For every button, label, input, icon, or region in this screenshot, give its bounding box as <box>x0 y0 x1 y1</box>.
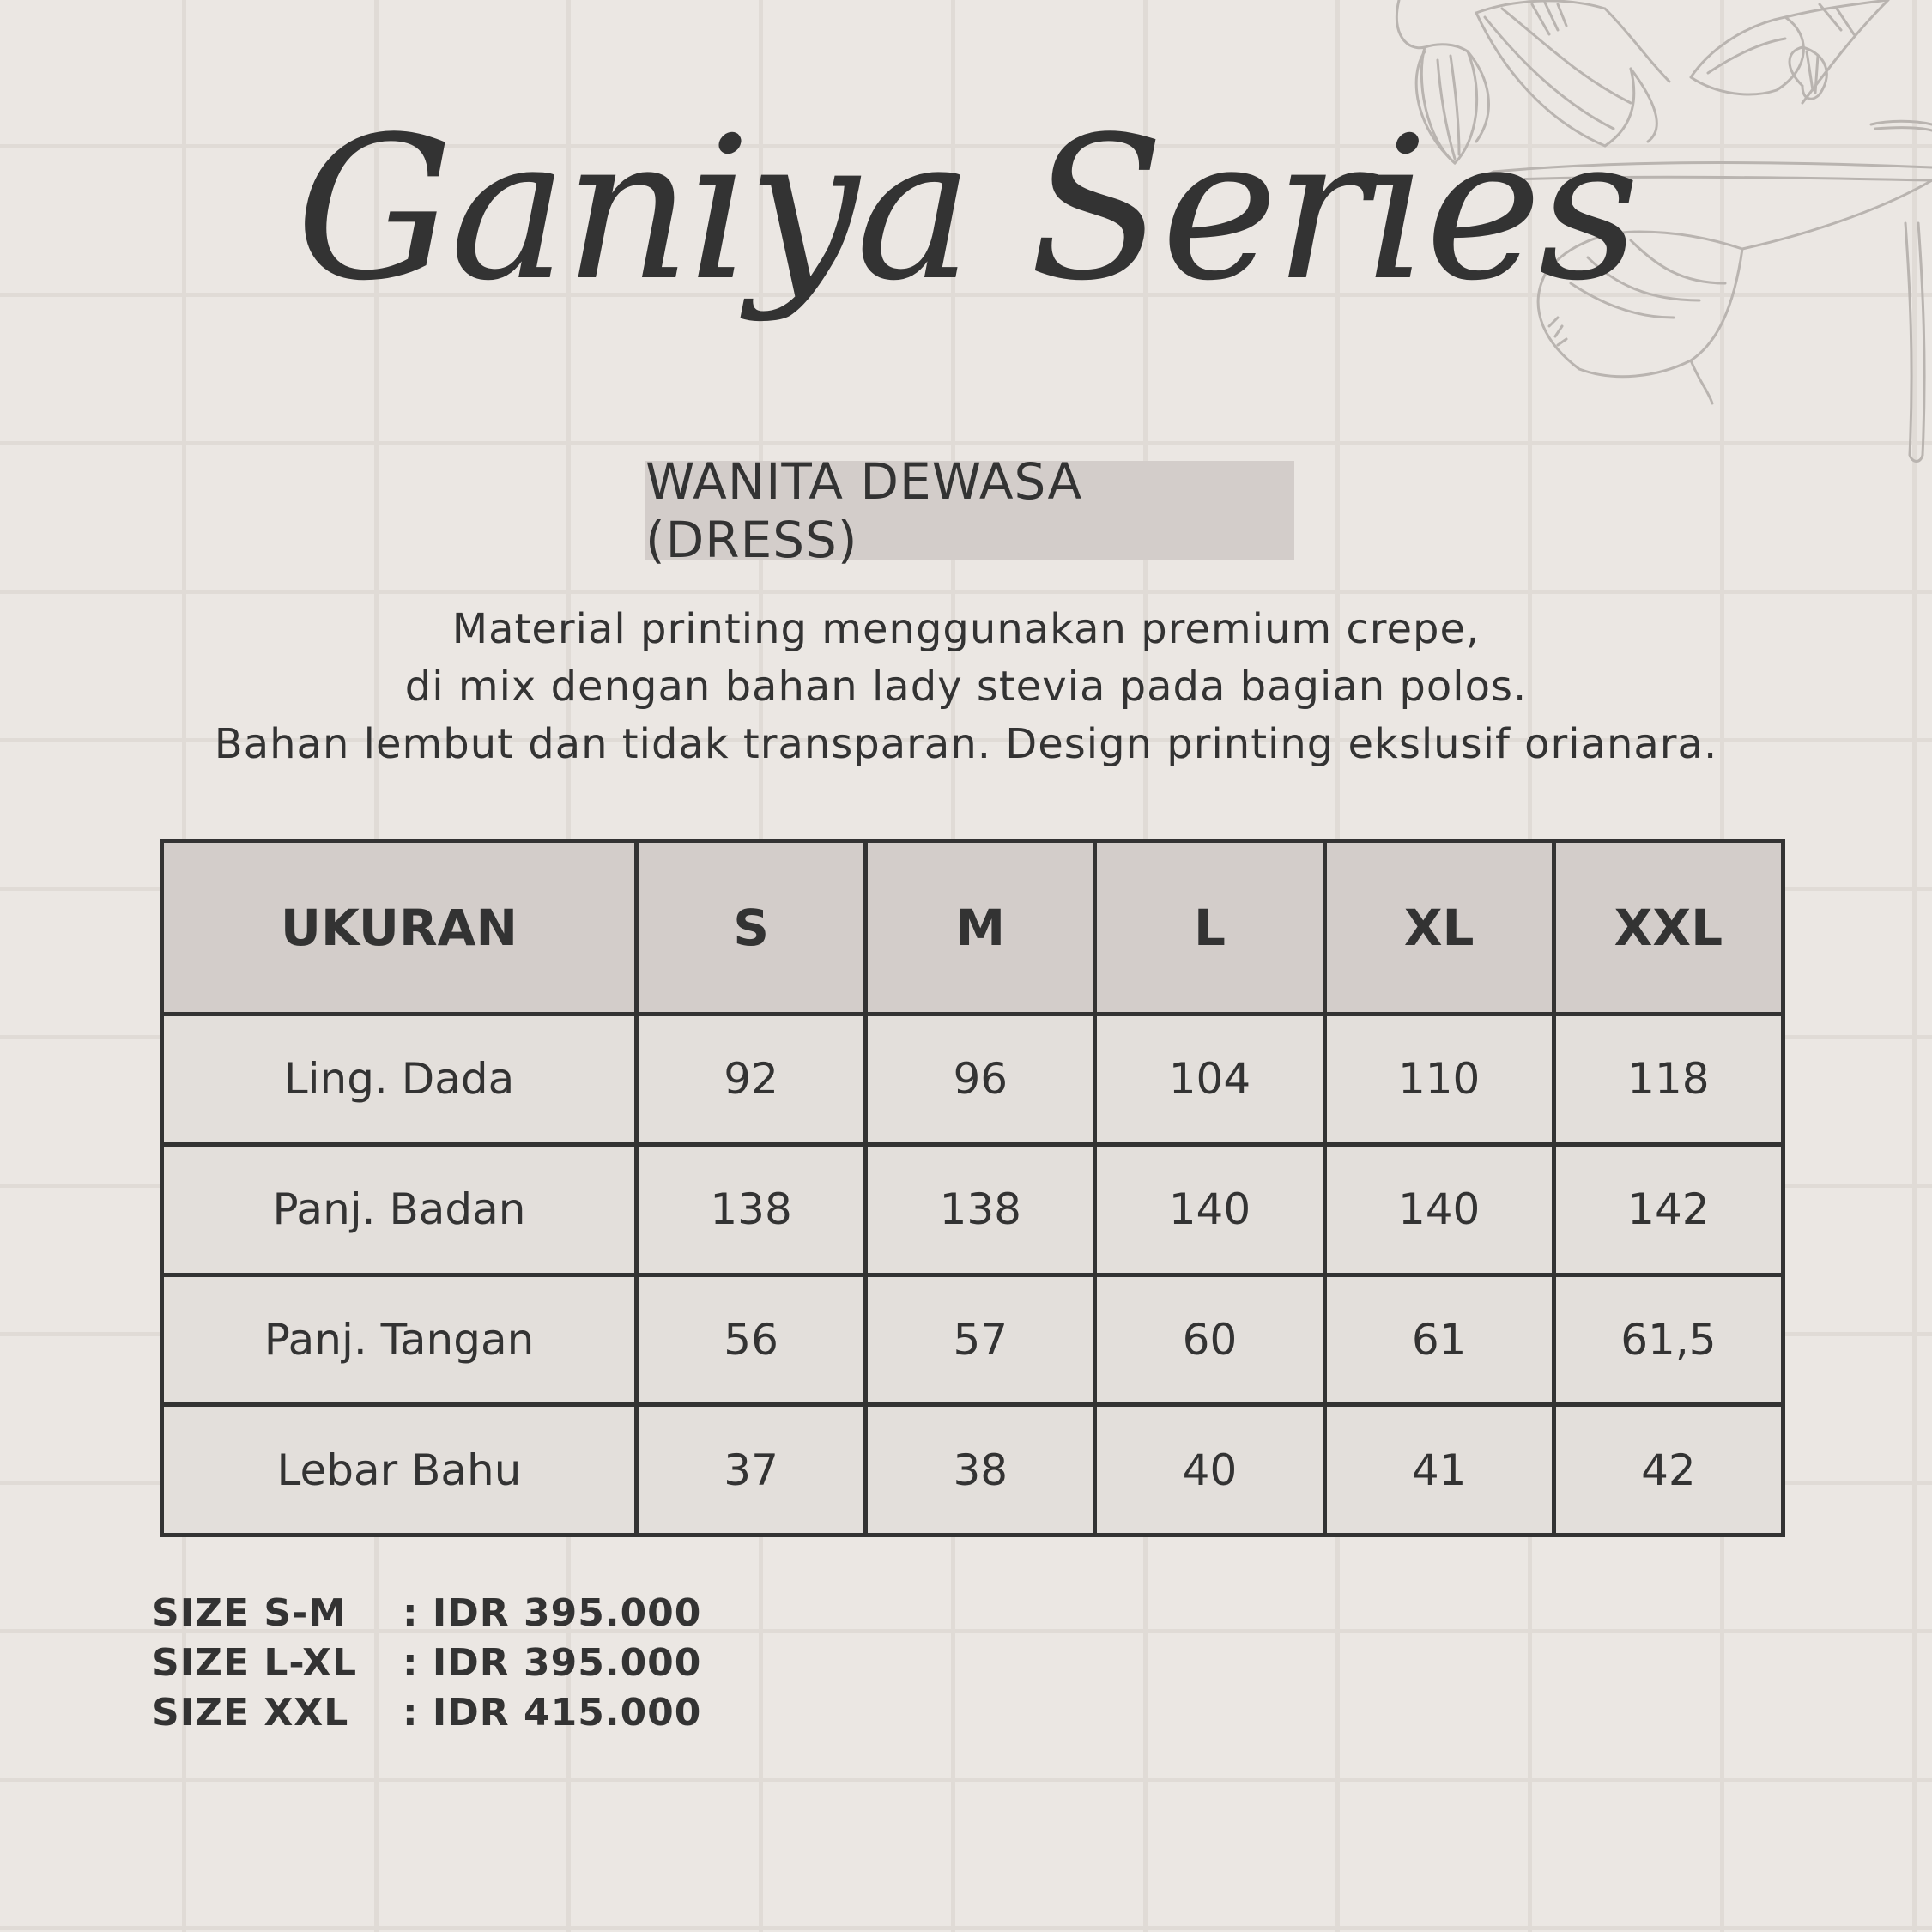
table-cell: 110 <box>1324 1014 1553 1145</box>
table-cell: 37 <box>637 1405 866 1535</box>
table-cell: 140 <box>1324 1144 1553 1275</box>
row-label: Ling. Dada <box>162 1014 637 1145</box>
table-cell: 96 <box>866 1014 1095 1145</box>
page-title: Ganiya Series <box>295 95 1637 324</box>
category-badge <box>645 451 1294 569</box>
header-size-l: L <box>1095 841 1324 1014</box>
table-cell: 57 <box>866 1275 1095 1405</box>
price-row <box>152 1588 701 1638</box>
price-size-label: SIZE XXL <box>152 1690 349 1735</box>
table-cell: 138 <box>637 1144 866 1275</box>
table-cell: 61 <box>1324 1275 1553 1405</box>
table-row <box>162 1144 1784 1275</box>
table-cell: 38 <box>866 1405 1095 1535</box>
price-size-label: SIZE L-XL <box>152 1640 358 1685</box>
size-chart-table <box>160 839 1785 1537</box>
header-size-m: M <box>866 841 1095 1014</box>
table-cell: 92 <box>637 1014 866 1145</box>
table-cell: 140 <box>1095 1144 1324 1275</box>
price-value: : IDR 395.000 <box>403 1640 702 1685</box>
price-list <box>152 1588 701 1737</box>
table-row <box>162 1014 1784 1145</box>
row-label: Panj. Badan <box>162 1144 637 1275</box>
price-row <box>152 1687 701 1737</box>
table-cell: 42 <box>1553 1405 1783 1535</box>
table-cell: 40 <box>1095 1405 1324 1535</box>
header-size-xxl: XXL <box>1553 841 1783 1014</box>
header-size-xl: XL <box>1324 841 1553 1014</box>
price-row <box>152 1638 701 1687</box>
price-size-label: SIZE S-M <box>152 1590 348 1635</box>
header-size-s: S <box>637 841 866 1014</box>
table-cell: 104 <box>1095 1014 1324 1145</box>
table-row <box>162 1405 1784 1535</box>
row-label: Panj. Tangan <box>162 1275 637 1405</box>
header-ukuran: UKURAN <box>162 841 637 1014</box>
table-cell: 118 <box>1553 1014 1783 1145</box>
table-header-row <box>162 841 1784 1014</box>
description-line: Bahan lembut dan tidak transparan. Design printing ekslusif orianara. <box>214 720 1718 768</box>
price-value: : IDR 415.000 <box>403 1690 702 1735</box>
table-cell: 41 <box>1324 1405 1553 1535</box>
description-line: di mix dengan bahan lady stevia pada bagian polos. <box>404 663 1528 711</box>
table-cell: 56 <box>637 1275 866 1405</box>
product-description <box>0 601 1932 773</box>
table-cell: 138 <box>866 1144 1095 1275</box>
table-cell: 142 <box>1553 1144 1783 1275</box>
row-label: Lebar Bahu <box>162 1405 637 1535</box>
table-cell: 60 <box>1095 1275 1324 1405</box>
table-cell: 61,5 <box>1553 1275 1783 1405</box>
price-value: : IDR 395.000 <box>403 1590 702 1635</box>
table-row <box>162 1275 1784 1405</box>
category-label: WANITA DEWASA (DRESS) <box>645 451 1083 569</box>
description-line: Material printing menggunakan premium crepe, <box>451 605 1481 653</box>
